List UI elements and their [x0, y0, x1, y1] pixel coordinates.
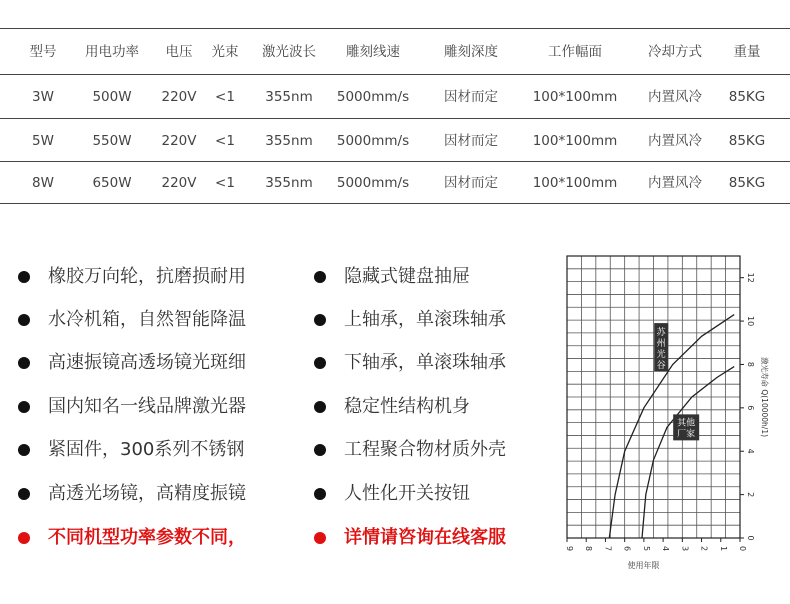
x-tick-label: 2: [699, 546, 709, 552]
cell-weight: 85KG: [728, 89, 766, 105]
bullet-icon: [314, 357, 326, 369]
cell-model: 5W: [32, 133, 54, 149]
bullet-icon: [18, 357, 30, 369]
feature-text: 水冷机箱，自然智能降温: [48, 309, 246, 330]
feature-text: 橡胶万向轮，抗磨损耐用: [48, 266, 246, 287]
feature-text: 人性化开关按钮: [344, 483, 470, 504]
header-depth: 雕刻深度: [444, 44, 498, 60]
cell-model: 8W: [32, 175, 54, 191]
cell-model: 3W: [32, 89, 54, 105]
x-tick-label: 4: [661, 546, 671, 552]
y-tick-label: 12: [746, 272, 755, 283]
y-axis-label: 激光寿命 Q(10000h/1): [760, 356, 769, 438]
cell-area: 100*100mm: [532, 133, 618, 149]
header-model: 型号: [29, 44, 57, 60]
bullet-icon: [18, 271, 30, 283]
cell-cooling: 内置风冷: [648, 175, 702, 191]
table-bottom-rule: [0, 203, 790, 204]
header-cooling: 冷却方式: [648, 44, 702, 60]
feature-text: 紧固件，300系列不锈钢: [48, 439, 245, 460]
y-tick-label: 10: [746, 315, 755, 327]
cell-cooling: 内置风冷: [648, 89, 702, 105]
bullet-icon: [18, 532, 30, 544]
bullet-icon: [314, 314, 326, 326]
header-weight: 重量: [733, 44, 761, 60]
bullet-icon: [314, 532, 326, 544]
x-tick-label: 3: [680, 546, 690, 552]
table-row: [0, 120, 790, 163]
feature-text: 稳定性结构机身: [344, 396, 470, 417]
cell-speed: 5000mm/s: [336, 175, 410, 191]
cell-wavelength: 355nm: [265, 133, 313, 149]
bullet-icon: [18, 444, 30, 456]
header-voltage: 电压: [165, 44, 193, 60]
table-row-rule: [0, 118, 790, 119]
x-tick-label: 9: [565, 546, 574, 552]
y-tick-label: 4: [746, 448, 755, 454]
cell-speed: 5000mm/s: [336, 133, 410, 149]
cell-wavelength: 355nm: [265, 175, 313, 191]
feature-text: 不同机型功率参数不同，: [48, 527, 246, 548]
bullet-icon: [314, 444, 326, 456]
chart-svg: [555, 248, 780, 578]
laser-life-chart: [555, 248, 780, 578]
y-tick-label: 8: [746, 361, 755, 368]
x-tick-label: 7: [603, 546, 613, 552]
cell-voltage: 220V: [161, 133, 197, 149]
table-header-row: [0, 31, 790, 74]
cell-voltage: 220V: [161, 89, 197, 105]
bullet-icon: [18, 314, 30, 326]
cell-power: 550W: [92, 133, 132, 149]
cell-depth: 因材而定: [444, 133, 498, 149]
x-axis-label: 使用年限: [627, 561, 660, 570]
y-tick-label: 2: [746, 492, 755, 498]
cell-wavelength: 355nm: [265, 89, 313, 105]
bullet-icon: [18, 488, 30, 500]
header-speed: 雕刻线速: [346, 44, 400, 60]
x-tick-label: 0: [738, 546, 747, 552]
series-line-1: [609, 315, 734, 538]
cell-beam: <1: [215, 89, 235, 105]
cell-weight: 85KG: [728, 133, 766, 149]
x-tick-label: 6: [622, 546, 632, 552]
y-tick-label: 0: [746, 535, 755, 541]
y-tick-label: 6: [746, 405, 755, 411]
feature-text: 隐藏式键盘抽屉: [344, 266, 470, 287]
header-power: 用电功率: [85, 44, 139, 60]
header-area: 工作幅面: [548, 44, 602, 60]
feature-text: 下轴承，单滚珠轴承: [344, 352, 506, 373]
series-label: 其他厂家: [677, 418, 696, 440]
cell-beam: <1: [215, 175, 235, 191]
bullet-icon: [18, 401, 30, 413]
cell-power: 500W: [92, 89, 132, 105]
cell-area: 100*100mm: [532, 175, 618, 191]
table-top-rule: [0, 28, 790, 29]
table-row: [0, 162, 790, 205]
cell-voltage: 220V: [161, 175, 197, 191]
x-tick-label: 8: [584, 546, 594, 552]
cell-beam: <1: [215, 133, 235, 149]
cell-speed: 5000mm/s: [336, 89, 410, 105]
header-wavelength: 激光波长: [262, 44, 316, 60]
cell-weight: 85KG: [728, 175, 766, 191]
bullet-icon: [314, 488, 326, 500]
x-tick-label: 5: [641, 546, 651, 552]
bullet-icon: [314, 271, 326, 283]
table-row: [0, 76, 790, 119]
feature-text: 工程聚合物材质外壳: [344, 439, 506, 460]
cell-cooling: 内置风冷: [648, 133, 702, 149]
x-tick-label: 1: [718, 546, 728, 552]
bullet-icon: [314, 401, 326, 413]
feature-text: 详情请咨询在线客服: [344, 527, 506, 548]
cell-power: 650W: [92, 175, 132, 191]
table-header-rule: [0, 74, 790, 75]
feature-text: 高速振镜高透场镜光斑细: [48, 352, 246, 373]
cell-area: 100*100mm: [532, 89, 618, 105]
header-beam: 光束: [211, 44, 239, 60]
feature-text: 国内知名一线品牌激光器: [48, 396, 246, 417]
series-label: 苏州光谷: [656, 328, 666, 372]
feature-text: 上轴承，单滚珠轴承: [344, 309, 506, 330]
cell-depth: 因材而定: [444, 89, 498, 105]
feature-text: 高透光场镜，高精度振镜: [48, 483, 246, 504]
cell-depth: 因材而定: [444, 175, 498, 191]
